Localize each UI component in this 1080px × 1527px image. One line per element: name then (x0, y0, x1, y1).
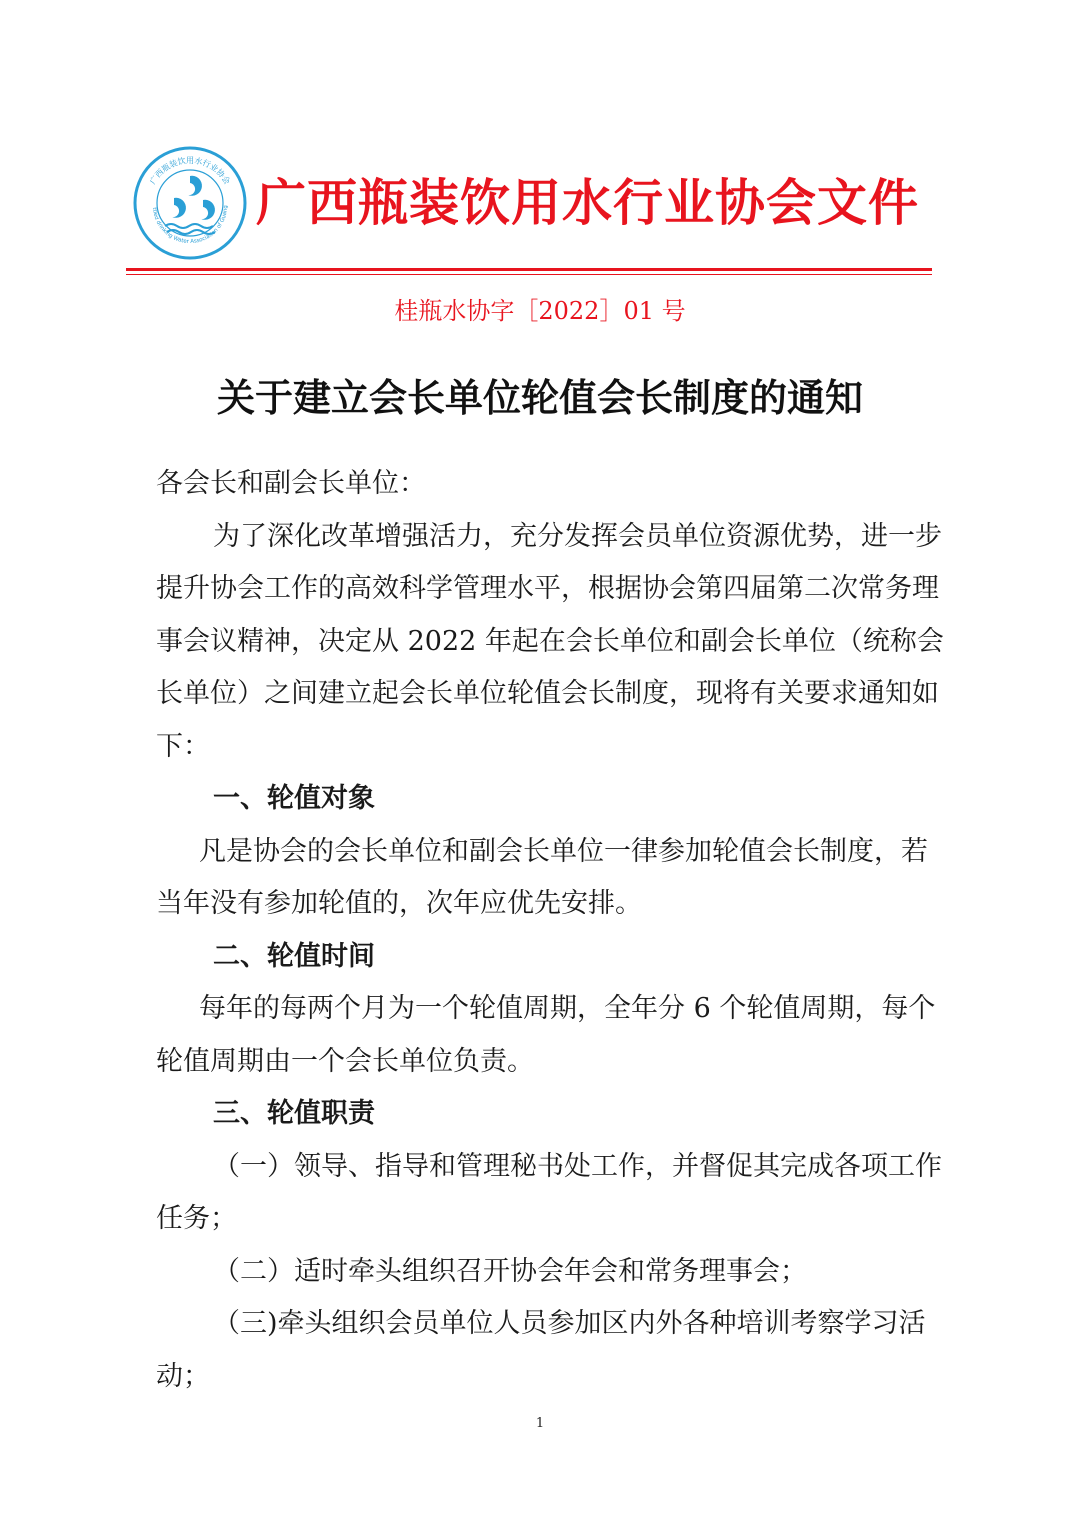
section-paragraph: 每年的每两个月为一个轮值周期，全年分 6 个轮值周期，每个轮值周期由一个会长单位负责。 (156, 993, 936, 1077)
document-title: 关于建立会长单位轮值会长制度的通知 (216, 375, 863, 420)
header-rule (126, 268, 932, 271)
section-paragraph: 凡是协会的会长单位和副会长单位一律参加轮值会长制度，若当年没有参加轮值的，次年应优先安排。 (156, 835, 928, 919)
logo-text-en: ttled drinking Water Association of Guang (151, 205, 230, 246)
header-title: 广西瓶装饮用水行业协会文件 (256, 173, 919, 232)
section-paragraph: （一）领导、指导和管理秘书处工作，并督促其完成各项工作任务； (156, 1150, 942, 1234)
section-paragraph: （三)牵头组织会员单位人员参加区内外各种培训考察学习活动； (156, 1308, 926, 1392)
intro-paragraph: 为了深化改革增强活力，充分发挥会员单位资源优势，进一步提升协会工作的高效科学管理水平，根据协会第四届第二次常务理事会议精神，决定从 2022 年起在会长单位和副会长单位（统称会长单位）之间建立起会长单位轮值会长制度，现将有关要求通知如下： (156, 520, 944, 762)
section-heading: 三、轮值职责 (213, 1098, 375, 1129)
section-heading: 二、轮值时间 (213, 940, 375, 972)
header-rule-thin (126, 274, 932, 275)
document-body (156, 458, 946, 1403)
logo-text: 广西瓶装饮用水行业协会 (148, 156, 232, 186)
document-number: 桂瓶水协字［2022］01 号 (394, 297, 686, 325)
association-logo (133, 146, 247, 260)
salutation: 各会长和副会长单位： (156, 468, 426, 499)
section-heading: 一、轮值对象 (213, 783, 375, 814)
section-paragraph: （二）适时牵头组织召开协会年会和常务理事会； (213, 1255, 807, 1287)
page-number: 1 (535, 1416, 545, 1431)
